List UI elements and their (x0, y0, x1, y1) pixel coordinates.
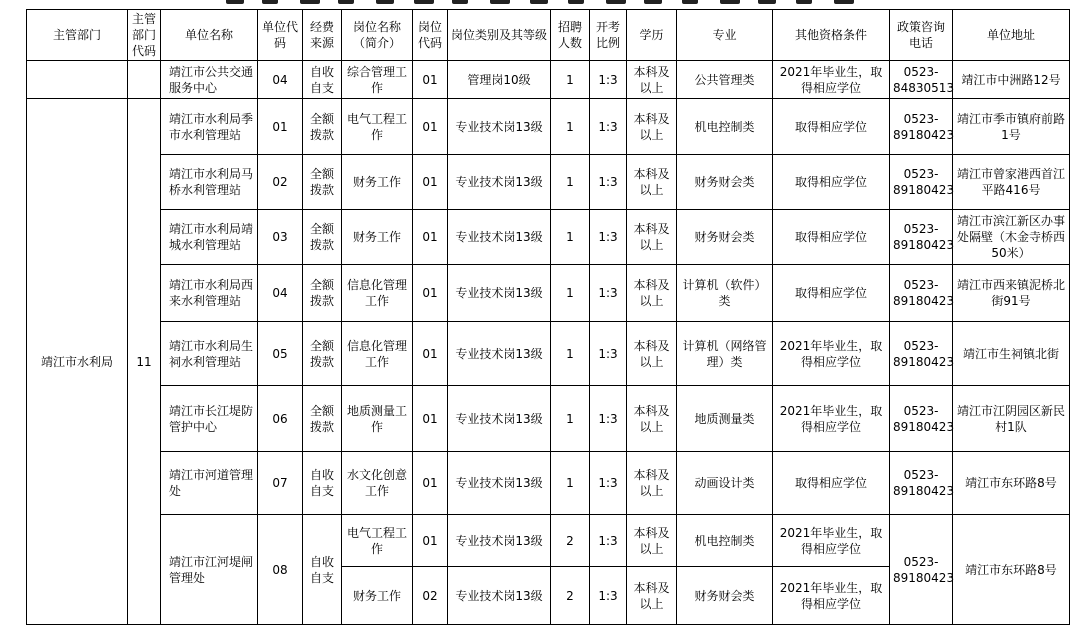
post-name-cell: 财务工作 (342, 210, 413, 265)
other-cell: 取得相应学位 (773, 155, 890, 210)
post-name-cell: 综合管理工作 (342, 61, 413, 99)
address-cell: 靖江市东环路8号 (953, 515, 1070, 625)
header-cell: 其他资格条件 (773, 10, 890, 61)
header-cell: 学历 (627, 10, 677, 61)
table-row (27, 515, 1070, 567)
header-cell: 政策咨询电话 (890, 10, 953, 61)
fund-cell: 全额拨款 (303, 322, 342, 386)
header-cell: 岗位名称（简介） (342, 10, 413, 61)
unit-code-cell: 04 (258, 61, 303, 99)
category-cell: 专业技术岗13级 (448, 155, 551, 210)
unit-name-cell: 靖江市水利局生祠水利管理站 (161, 322, 258, 386)
count-cell: 1 (551, 210, 590, 265)
major-cell: 机电控制类 (677, 99, 773, 155)
category-cell: 专业技术岗13级 (448, 322, 551, 386)
education-cell: 本科及以上 (627, 452, 677, 515)
address-cell: 靖江市东环路8号 (953, 452, 1070, 515)
header-cell: 专业 (677, 10, 773, 61)
ratio-cell: 1:3 (590, 322, 627, 386)
count-cell: 1 (551, 452, 590, 515)
address-cell: 靖江市西来镇泥桥北街91号 (953, 265, 1070, 322)
address-cell: 靖江市季市镇府前路1号 (953, 99, 1070, 155)
major-cell: 财务财会类 (677, 155, 773, 210)
phone-cell: 0523-89180423 (890, 386, 953, 452)
ratio-cell: 1:3 (590, 210, 627, 265)
post-code-cell: 01 (413, 210, 448, 265)
post-code-cell: 01 (413, 99, 448, 155)
phone-cell: 0523-84830513 (890, 61, 953, 99)
education-cell: 本科及以上 (627, 567, 677, 625)
post-name-cell: 水文化创意工作 (342, 452, 413, 515)
table-row (27, 322, 1070, 386)
address-cell: 靖江市江阴园区新民村1队 (953, 386, 1070, 452)
header-cell: 单位代码 (258, 10, 303, 61)
fund-cell: 自收自支 (303, 452, 342, 515)
major-cell: 财务财会类 (677, 210, 773, 265)
other-cell: 取得相应学位 (773, 265, 890, 322)
other-cell: 2021年毕业生，取得相应学位 (773, 567, 890, 625)
unit-name-cell: 靖江市水利局西来水利管理站 (161, 265, 258, 322)
fund-cell: 全额拨款 (303, 99, 342, 155)
other-cell: 2021年毕业生，取得相应学位 (773, 515, 890, 567)
unit-name-cell: 靖江市公共交通服务中心 (161, 61, 258, 99)
table-row (27, 265, 1070, 322)
post-code-cell: 01 (413, 386, 448, 452)
table-row (27, 61, 1070, 99)
dept-code-cell (128, 61, 161, 99)
header-cell: 单位地址 (953, 10, 1070, 61)
post-name-cell: 财务工作 (342, 155, 413, 210)
count-cell: 1 (551, 61, 590, 99)
address-cell: 靖江市滨江新区办事处隔壁（木金寺桥西50米） (953, 210, 1070, 265)
post-name-cell: 电气工程工作 (342, 515, 413, 567)
unit-name-cell: 靖江市江河堤闸管理处 (161, 515, 258, 625)
ratio-cell: 1:3 (590, 567, 627, 625)
table-row (27, 452, 1070, 515)
phone-cell: 0523-89180423 (890, 155, 953, 210)
unit-code-cell: 08 (258, 515, 303, 625)
unit-code-cell: 05 (258, 322, 303, 386)
dept-cell: 靖江市水利局 (27, 99, 128, 625)
count-cell: 1 (551, 265, 590, 322)
post-name-cell: 信息化管理工作 (342, 322, 413, 386)
header-cell: 主管部门代码 (128, 10, 161, 61)
major-cell: 计算机（网络管理）类 (677, 322, 773, 386)
count-cell: 2 (551, 567, 590, 625)
phone-cell: 0523-89180423 (890, 99, 953, 155)
dept-code-cell: 11 (128, 99, 161, 625)
major-cell: 公共管理类 (677, 61, 773, 99)
category-cell: 专业技术岗13级 (448, 99, 551, 155)
post-code-cell: 01 (413, 61, 448, 99)
count-cell: 1 (551, 99, 590, 155)
ratio-cell: 1:3 (590, 61, 627, 99)
dept-cell (27, 61, 128, 99)
post-code-cell: 01 (413, 322, 448, 386)
post-code-cell: 01 (413, 515, 448, 567)
education-cell: 本科及以上 (627, 386, 677, 452)
unit-code-cell: 02 (258, 155, 303, 210)
major-cell: 财务财会类 (677, 567, 773, 625)
unit-name-cell: 靖江市水利局季市水利管理站 (161, 99, 258, 155)
header-cell: 主管部门 (27, 10, 128, 61)
category-cell: 专业技术岗13级 (448, 515, 551, 567)
table-body (27, 61, 1070, 625)
post-name-cell: 电气工程工作 (342, 99, 413, 155)
fund-cell: 全额拨款 (303, 210, 342, 265)
unit-name-cell: 靖江市水利局靖城水利管理站 (161, 210, 258, 265)
cropped-title-strip (0, 0, 1080, 9)
category-cell: 专业技术岗13级 (448, 567, 551, 625)
education-cell: 本科及以上 (627, 61, 677, 99)
unit-code-cell: 04 (258, 265, 303, 322)
category-cell: 专业技术岗13级 (448, 452, 551, 515)
education-cell: 本科及以上 (627, 155, 677, 210)
other-cell: 取得相应学位 (773, 99, 890, 155)
phone-cell: 0523-89180423 (890, 452, 953, 515)
header-cell: 岗位类别及其等级 (448, 10, 551, 61)
post-code-cell: 01 (413, 265, 448, 322)
education-cell: 本科及以上 (627, 210, 677, 265)
category-cell: 专业技术岗13级 (448, 210, 551, 265)
major-cell: 机电控制类 (677, 515, 773, 567)
header-cell: 招聘人数 (551, 10, 590, 61)
major-cell: 计算机（软件）类 (677, 265, 773, 322)
unit-name-cell: 靖江市河道管理处 (161, 452, 258, 515)
count-cell: 2 (551, 515, 590, 567)
fund-cell: 全额拨款 (303, 386, 342, 452)
education-cell: 本科及以上 (627, 99, 677, 155)
other-cell: 取得相应学位 (773, 452, 890, 515)
address-cell: 靖江市中洲路12号 (953, 61, 1070, 99)
post-name-cell: 财务工作 (342, 567, 413, 625)
unit-name-cell: 靖江市长江堤防管护中心 (161, 386, 258, 452)
table-row (27, 386, 1070, 452)
ratio-cell: 1:3 (590, 452, 627, 515)
fund-cell: 全额拨款 (303, 265, 342, 322)
fund-cell: 全额拨款 (303, 155, 342, 210)
ratio-cell: 1:3 (590, 99, 627, 155)
education-cell: 本科及以上 (627, 265, 677, 322)
unit-name-cell: 靖江市水利局马桥水利管理站 (161, 155, 258, 210)
count-cell: 1 (551, 386, 590, 452)
table-row (27, 155, 1070, 210)
fund-cell: 自收自支 (303, 515, 342, 625)
post-name-cell: 信息化管理工作 (342, 265, 413, 322)
recruitment-table (26, 9, 1070, 625)
other-cell: 取得相应学位 (773, 210, 890, 265)
category-cell: 专业技术岗13级 (448, 265, 551, 322)
phone-cell: 0523-89180423 (890, 322, 953, 386)
other-cell: 2021年毕业生，取得相应学位 (773, 61, 890, 99)
header-cell: 开考比例 (590, 10, 627, 61)
address-cell: 靖江市生祠镇北街 (953, 322, 1070, 386)
major-cell: 地质测量类 (677, 386, 773, 452)
other-cell: 2021年毕业生，取得相应学位 (773, 322, 890, 386)
fund-cell: 自收自支 (303, 61, 342, 99)
post-code-cell: 01 (413, 452, 448, 515)
post-code-cell: 01 (413, 155, 448, 210)
category-cell: 专业技术岗13级 (448, 386, 551, 452)
unit-code-cell: 03 (258, 210, 303, 265)
table-row (27, 210, 1070, 265)
address-cell: 靖江市曾家港西首江平路416号 (953, 155, 1070, 210)
unit-code-cell: 07 (258, 452, 303, 515)
header-cell: 经费来源 (303, 10, 342, 61)
phone-cell: 0523-89180423 (890, 515, 953, 625)
post-name-cell: 地质测量工作 (342, 386, 413, 452)
count-cell: 1 (551, 322, 590, 386)
count-cell: 1 (551, 155, 590, 210)
other-cell: 2021年毕业生，取得相应学位 (773, 386, 890, 452)
table-row (27, 99, 1070, 155)
education-cell: 本科及以上 (627, 515, 677, 567)
header-cell: 单位名称 (161, 10, 258, 61)
education-cell: 本科及以上 (627, 322, 677, 386)
phone-cell: 0523-89180423 (890, 210, 953, 265)
ratio-cell: 1:3 (590, 265, 627, 322)
unit-code-cell: 01 (258, 99, 303, 155)
post-code-cell: 02 (413, 567, 448, 625)
category-cell: 管理岗10级 (448, 61, 551, 99)
header-row (27, 10, 1070, 61)
unit-code-cell: 06 (258, 386, 303, 452)
ratio-cell: 1:3 (590, 515, 627, 567)
ratio-cell: 1:3 (590, 386, 627, 452)
major-cell: 动画设计类 (677, 452, 773, 515)
phone-cell: 0523-89180423 (890, 265, 953, 322)
header-cell: 岗位代码 (413, 10, 448, 61)
ratio-cell: 1:3 (590, 155, 627, 210)
